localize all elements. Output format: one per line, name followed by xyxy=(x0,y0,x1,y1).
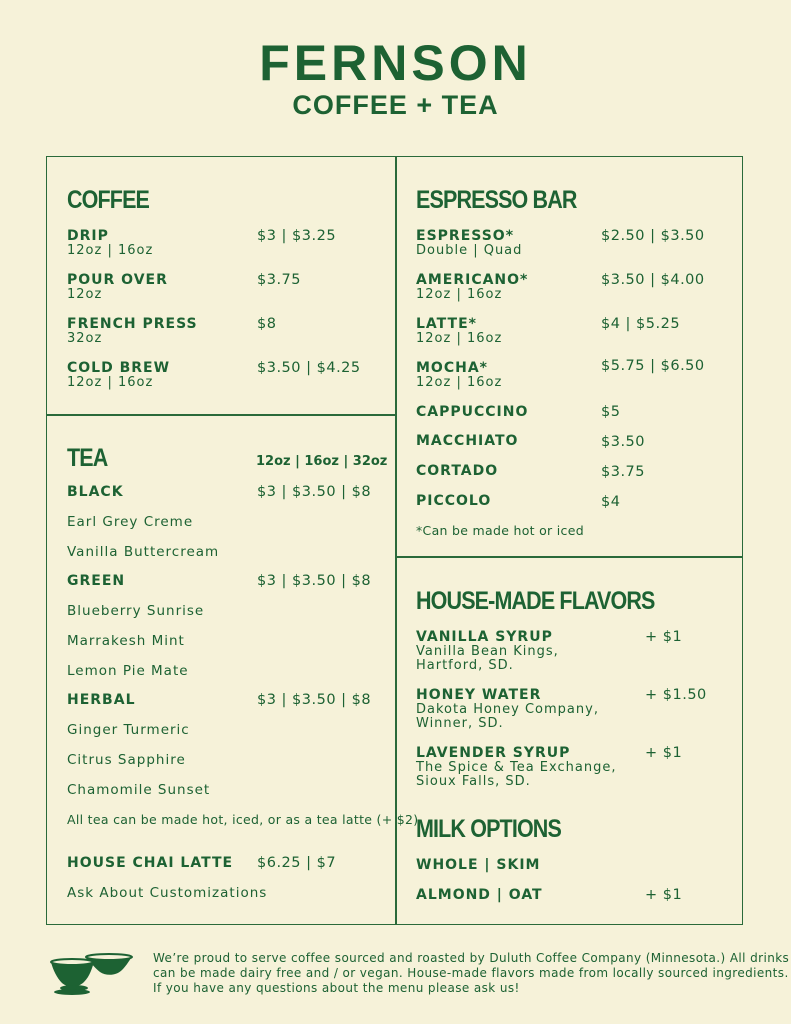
menu-item-name: COLD BREW xyxy=(67,360,171,376)
tea-note: All tea can be made hot, iced, or as a tea latte (+ $2) xyxy=(67,812,419,827)
tea-flavor: Vanilla Buttercream xyxy=(67,544,220,560)
flavor-source: The Spice & Tea Exchange, xyxy=(416,760,617,775)
menu-item-name: DRIP xyxy=(67,228,109,244)
menu-item-price: $3.75 xyxy=(601,464,646,480)
divider xyxy=(46,414,396,416)
menu-item-price: $3.75 xyxy=(257,272,302,288)
menu-item-sizes: 12oz xyxy=(67,287,103,302)
menu-item-sizes: 12oz | 16oz xyxy=(67,243,154,258)
menu-item-name: FRENCH PRESS xyxy=(67,316,198,332)
tea-flavor: Earl Grey Creme xyxy=(67,514,194,530)
menu-item-price: $3.50 xyxy=(601,434,646,450)
flavor-price: + $1 xyxy=(645,629,683,645)
menu-item-price: $8 xyxy=(257,316,277,332)
flavor-name: VANILLA SYRUP xyxy=(416,629,553,645)
divider xyxy=(395,156,397,925)
menu-item-name: MACCHIATO xyxy=(416,433,519,449)
tea-group-price: $3 | $3.50 | $8 xyxy=(257,692,372,708)
flavor-location: Sioux Falls, SD. xyxy=(416,774,531,789)
flavor-source: Dakota Honey Company, xyxy=(416,702,599,717)
flavor-price: + $1.50 xyxy=(645,687,707,703)
menu-item-price: $5.75 | $6.50 xyxy=(601,358,705,374)
footer-note xyxy=(153,951,790,996)
footer-line: can be made dairy free and / or vegan. House-made flavors made from locally sourced ingredients. xyxy=(153,966,789,980)
menu-item-sizes: 12oz | 16oz xyxy=(416,287,503,302)
customize-note: Ask About Customizations xyxy=(67,885,268,901)
menu-item-price: $5 xyxy=(601,404,621,420)
tea-group-name: GREEN xyxy=(67,573,126,589)
flavor-location: Winner, SD. xyxy=(416,716,504,731)
tea-group-price: $3 | $3.50 | $8 xyxy=(257,484,372,500)
menu-item-price: $4 | $5.25 xyxy=(601,316,681,332)
menu-item-price: $3.50 | $4.00 xyxy=(601,272,705,288)
menu-item-name: ESPRESSO* xyxy=(416,228,515,244)
flavor-name: HONEY WATER xyxy=(416,687,542,703)
footer-line: We’re proud to serve coffee sourced and roasted by Duluth Coffee Company (Minnesota.) All drinks xyxy=(153,951,790,965)
menu-item-name: AMERICANO* xyxy=(416,272,529,288)
tea-group-name: HERBAL xyxy=(67,692,136,708)
menu-item-sizes: 12oz | 16oz xyxy=(67,375,154,390)
coffee-section-title: COFFEE xyxy=(67,186,150,214)
divider xyxy=(395,556,743,558)
espresso-note: *Can be made hot or iced xyxy=(416,523,584,538)
menu-item-name: CAPPUCCINO xyxy=(416,404,529,420)
tea-flavor: Ginger Turmeric xyxy=(67,722,190,738)
chai-price: $6.25 | $7 xyxy=(257,855,337,871)
milk-section-title: MILK OPTIONS xyxy=(416,815,561,843)
menu-item-sizes: 32oz xyxy=(67,331,103,346)
brand-name: FERNSON xyxy=(259,35,532,91)
menu-item-name: MOCHA* xyxy=(416,360,488,376)
espresso-section-title: ESPRESSO BAR xyxy=(416,186,577,214)
tea-group-price: $3 | $3.50 | $8 xyxy=(257,573,372,589)
menu-item-name: CORTADO xyxy=(416,463,499,479)
flavor-name: LAVENDER SYRUP xyxy=(416,745,571,761)
menu-item-price: $3.50 | $4.25 xyxy=(257,360,361,376)
flavor-price: + $1 xyxy=(645,745,683,761)
milk-option: ALMOND | OAT xyxy=(416,887,543,903)
chai-name: HOUSE CHAI LATTE xyxy=(67,855,234,871)
tea-flavor: Lemon Pie Mate xyxy=(67,663,189,679)
tea-flavor: Marrakesh Mint xyxy=(67,633,185,649)
menu-item-price: $3 | $3.25 xyxy=(257,228,337,244)
tea-section-title: TEA xyxy=(67,444,108,472)
tea-flavor: Chamomile Sunset xyxy=(67,782,211,798)
menu-item-name: LATTE* xyxy=(416,316,477,332)
milk-option: WHOLE | SKIM xyxy=(416,857,541,873)
tea-flavor: Blueberry Sunrise xyxy=(67,603,205,619)
menu-item-sizes: Double | Quad xyxy=(416,243,523,258)
menu-item-price: $2.50 | $3.50 xyxy=(601,228,705,244)
menu-item-name: PICCOLO xyxy=(416,493,492,509)
menu-item-name: POUR OVER xyxy=(67,272,168,288)
milk-option-price: + $1 xyxy=(645,887,683,903)
tea-group-name: BLACK xyxy=(67,484,124,500)
tea-flavor: Citrus Sapphire xyxy=(67,752,186,768)
tea-sizes-header: 12oz | 16oz | 32oz xyxy=(256,454,388,469)
footer-line: If you have any questions about the menu please ask us! xyxy=(153,981,520,995)
menu-item-sizes: 12oz | 16oz xyxy=(416,331,503,346)
flavors-section-title: HOUSE-MADE FLAVORS xyxy=(416,587,655,615)
flavor-location: Hartford, SD. xyxy=(416,658,514,673)
menu-item-sizes: 12oz | 16oz xyxy=(416,375,503,390)
menu-item-price: $4 xyxy=(601,494,621,510)
brand-tagline: COFFEE + TEA xyxy=(292,90,499,120)
flavor-source: Vanilla Bean Kings, xyxy=(416,644,559,659)
coffee-cups-icon xyxy=(50,950,134,996)
